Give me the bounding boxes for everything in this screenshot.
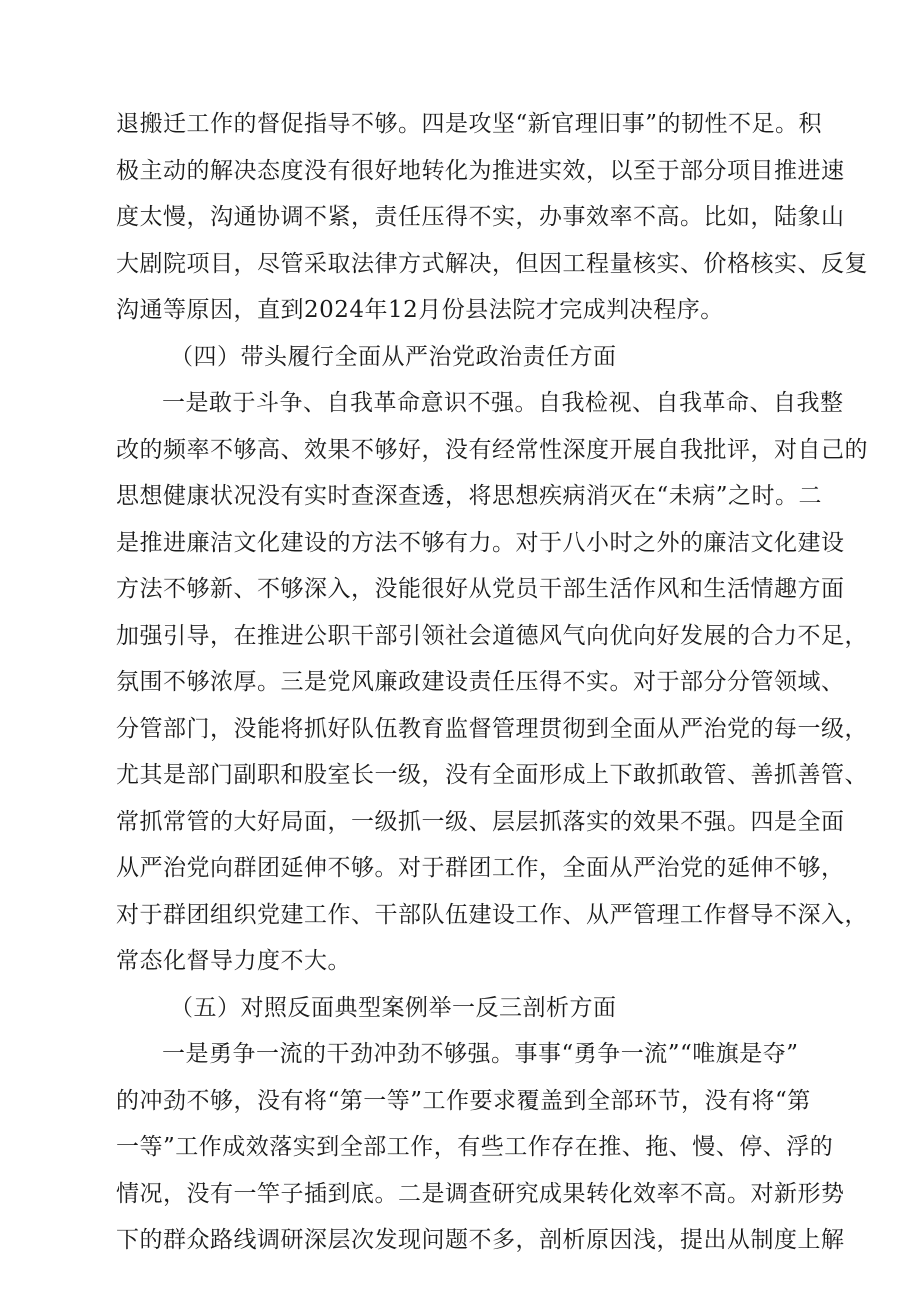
paragraph-line: 方法不够新、不够深入，没能很好从党员干部生活作风和生活情趣方面 — [116, 576, 845, 602]
paragraph-line: 分管部门，没能将抓好队伍教育监督管理贯彻到全面从严治党的每一级， — [116, 715, 868, 742]
paragraph-line: 常抓常管的大好局面，一级抓一级、层层抓落实的效果不强。四是全面 — [116, 808, 845, 835]
paragraph-line: 的冲劲不够，没有将“第一等”工作要求覆盖到全部环节，没有将“第 — [116, 1087, 811, 1114]
paragraph-line: 下的群众路线调研深层次发现问题不多，剖析原因浅，提出从制度上解 — [116, 1227, 845, 1253]
paragraph-line: 对于群团组织党建工作、干部队伍建设工作、从严管理工作督导不深入， — [116, 901, 868, 928]
section-heading: （四）带头履行全面从严治党政治责任方面 — [170, 343, 617, 370]
paragraph-line: 常态化督导力度不大。 — [116, 948, 351, 974]
paragraph-line: 是推进廉洁文化建设的方法不够有力。对于八小时之外的廉洁文化建设 — [116, 529, 845, 556]
paragraph-line: 情况，没有一竿子插到底。二是调查研究成果转化效率不高。对新形势 — [116, 1180, 845, 1207]
paragraph-line: 改的频率不够高、效果不够好，没有经常性深度开展自我批评，对自己的 — [116, 436, 868, 463]
paragraph-line: 一是勇争一流的干劲冲劲不够强。事事“勇争一流”“唯旗是夺” — [162, 1041, 799, 1067]
paragraph-line: 一等”工作成效落实到全部工作，有些工作存在推、拖、慢、停、浮的 — [116, 1134, 834, 1160]
paragraph-line: 加强引导，在推进公职干部引领社会道德风气向优向好发展的合力不足， — [116, 622, 868, 649]
paragraph-line: 极主动的解决态度没有很好地转化为推进实效，以至于部分项目推进速 — [116, 157, 845, 184]
paragraph-line: 度太慢，沟通协调不紧，责任压得不实，办事效率不高。比如，陆象山 — [116, 204, 845, 230]
paragraph-line: 一是敢于斗争、自我革命意识不强。自我检视、自我革命、自我整 — [162, 390, 844, 416]
paragraph-line: 氛围不够浓厚。三是党风廉政建设责任压得不实。对于部分分管领域、 — [116, 669, 845, 695]
paragraph-line: 尤其是部门副职和股室长一级，没有全面形成上下敢抓敢管、善抓善管、 — [116, 762, 868, 788]
paragraph-line: 大剧院项目，尽管采取法律方式解决，但因工程量核实、价格核实、反复 — [116, 250, 868, 277]
section-heading: （五）对照反面典型案例举一反三剖析方面 — [170, 994, 617, 1021]
paragraph-line: 沟通等原因，直到2024年12月份县法院才完成判决程序。 — [116, 297, 724, 323]
document-body — [116, 101, 868, 1264]
paragraph-line: 退搬迁工作的督促指导不够。四是攻坚“新官理旧事”的韧性不足。积 — [116, 111, 823, 137]
paragraph-line: 思想健康状况没有实时查深查透，将思想疾病消灭在“未病”之时。二 — [116, 483, 823, 509]
paragraph-line: 从严治党向群团延伸不够。对于群团工作，全面从严治党的延伸不够， — [116, 855, 845, 881]
